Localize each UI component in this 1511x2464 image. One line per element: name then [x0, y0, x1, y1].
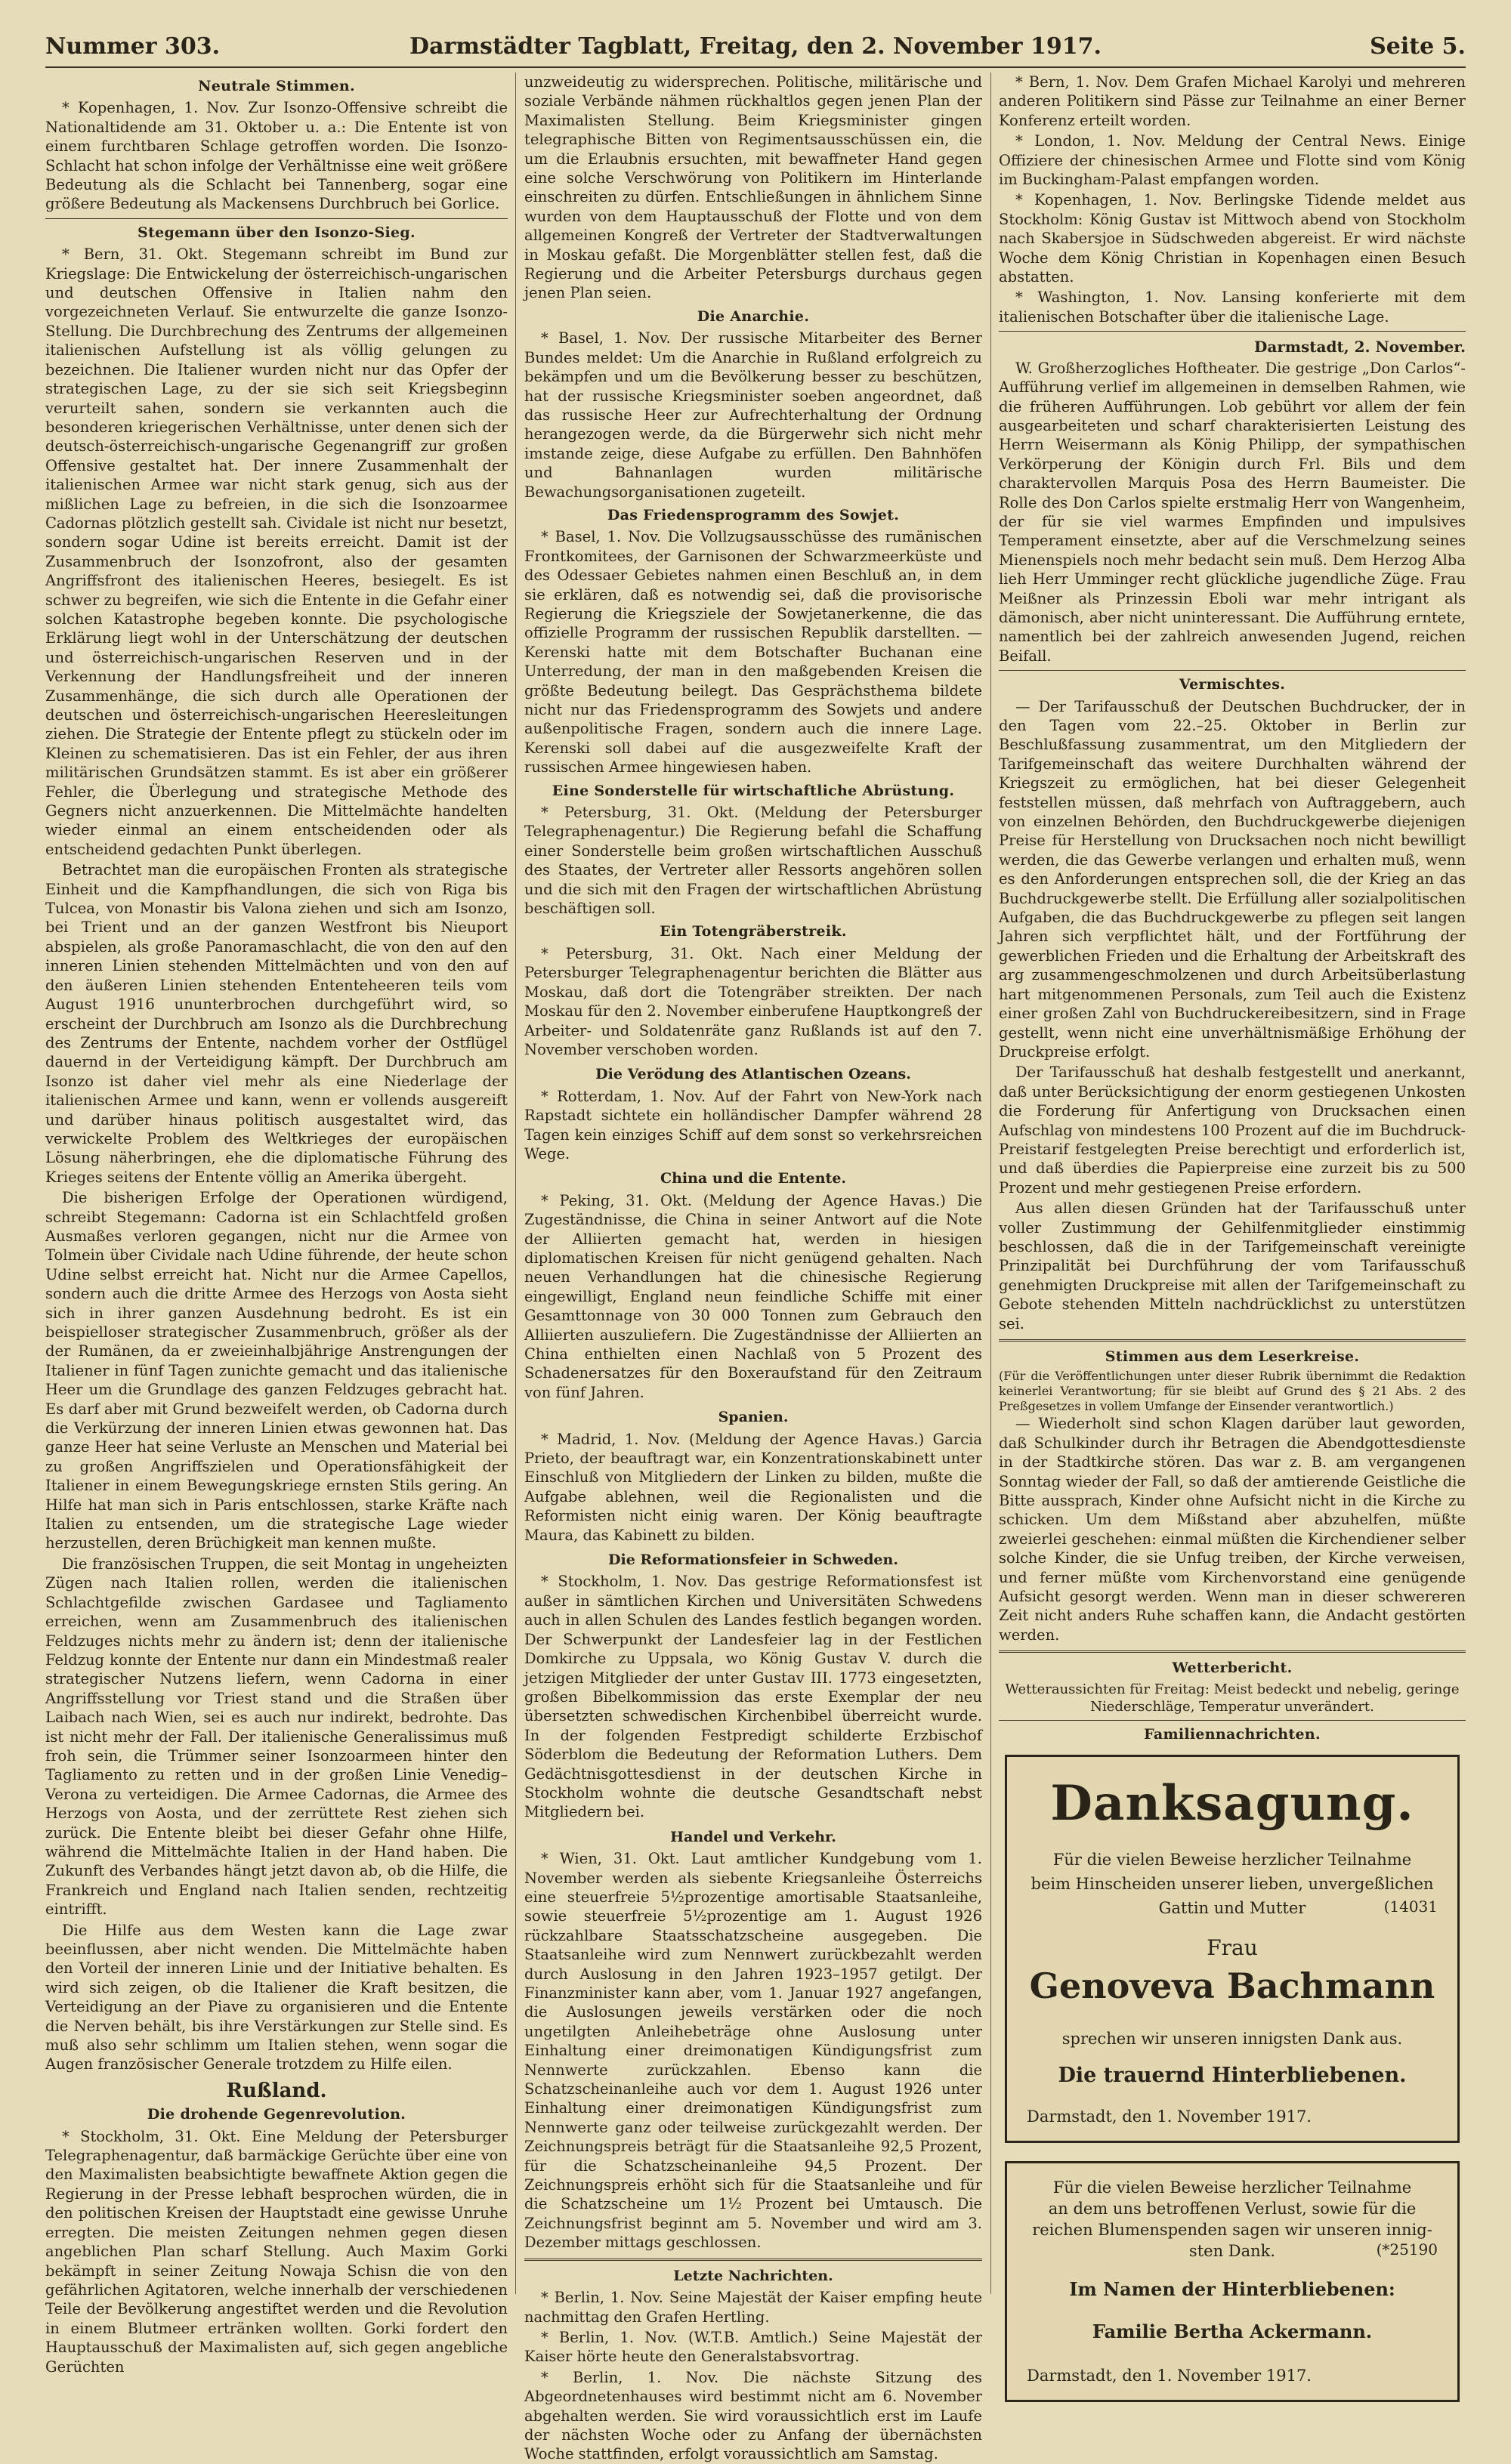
notice-line: Gattin und Mutter [1158, 1899, 1306, 1918]
notice-signature: Die trauernd Hinterbliebenen. [1058, 2063, 1407, 2087]
section-heading: Spanien. [718, 1409, 789, 1426]
masthead [45, 33, 1466, 63]
section-heading: Wetterbericht. [1172, 1660, 1293, 1677]
notice-title: Danksagung. [1050, 1775, 1414, 1833]
notice-line: sten Dank. [1188, 2241, 1276, 2260]
article-text: — Der Tarifausschuß der Deutschen Buchdrucker, der in den Tagen vom 22.–25. Oktober in Berlin zur Beschlußfassung zusammentrat, um den Mitgliedern der Tarifgemeinschaft das weitere Durchhalten während der Kriegszeit zu ermöglichen, hat bei dieser Gelegenheit feststellen müssen, daß mehrfach von Auftraggebern, auch von einzelnen Behörden, den Buchdruckgewerbe diejenigen Preise für Herstellung von Drucksachen noch nicht bewilligt werden, die das Gewerbe verlangen und erhalten muß, wenn es den Anforderungen entsprechen soll, die der Krieg an das Buchdruckgewerbe stellt. Die Erfüllung aller sozialpolitischen Aufgaben, die das Buchdruckgewerbe zu pflegen seit langen Jahren sich verpflichtet hält, und der Fortführung der gewerblichen Frieden und die Erhaltung der Arbeitskraft des arg zusammengeschmolzenen und durch Arbeitsüberlastung hart mitgenommenen Personals, zum Teil auch die Existenz einer großen Zahl von Buchdruckereibesitzern, sind in Frage gestellt, wenn nicht eine unverhältnismäßige Erhöhung der Druckpreise erfolgt. [999, 697, 1466, 1061]
death-notice-bachmann [1005, 1755, 1460, 2143]
notice-signature: Im Namen der Hinterbliebenen: [1069, 2278, 1395, 2301]
article-text: W. Großherzogliches Hoftheater. Die gestrige „Don Carlos“-Aufführung verlief im allgemeinen in demselben Rahmen, wie die früheren Aufführungen. Lob gebührt vor allem der fein ausgearbeiteten und scharf charakterisierten Leistung des Herrn Weisermann als König Philipp, der sympathischen Verkörperung der Königin durch Frl. Bils und dem charaktervollen Marquis Posa des Herrn Baumeister. Die Rolle des Don Carlos spielte erstmalig Herr von Wangenheim, der für sie viel warmes Empfinden und impulsives Temperament einsetzte, aber auf die Verschmelzung seines Mienenspiels noch mehr bedacht sein muß. Dem Herzog Alba lieh Herr Umminger recht glückliche jugendliche Züge. Frau Meißner als Prinzessin Eboli war mehr intrigant als dämonisch, aber nicht uninteressant. Die Aufführung erntete, namentlich bei der zahlreich anwesenden Jugend, reichen Beifall. [999, 359, 1466, 665]
notice-place-date: Darmstadt, den 1. November 1917. [1027, 2107, 1312, 2126]
article-heading: Die drohende Gegenrevolution. [147, 2106, 406, 2123]
divider [999, 331, 1466, 332]
section-heading: Die Verödung des Atlantischen Ozeans. [595, 1066, 911, 1083]
death-notice-ackermann [1005, 2161, 1460, 2402]
article-text: * Berlin, 1. Nov. Seine Majestät der Kaiser empfing heute nachmittag den Grafen Hertling. [524, 2289, 982, 2326]
divider [524, 2259, 982, 2261]
section-heading: Letzte Nachrichten. [673, 2267, 833, 2284]
section-heading: Die Reformationsfeier in Schweden. [608, 1552, 898, 1569]
section-heading: Vermischtes. [1179, 676, 1286, 693]
notice-line: beim Hinscheiden unserer lieben, unvergeßlichen [1031, 1875, 1434, 1894]
article-text: — Wiederholt sind schon Klagen darüber laut geworden, daß Schulkinder durch ihr Betragen die Abendgottesdienste in der Stadtkirche stören. Das war z. B. am vergangenen Sonntag wieder der Fall, so daß der amtierende Geistliche die Bitte aussprach, Kinder ohne Aufsicht nicht in die Kirche zu schicken. Um dem Mißstand aber abzuhelfen, müßte zweierlei geschehen: einmal müßten die Kirchendiener selber solche Kinder, die sie Unfug treiben, der Kirche verweisen, und ferner müßte vom Kirchenvorstand eine genügende Aufsicht gesorgt werden. Wenn man in dieser schwereren Zeit nicht anders Ruhe schaffen kann, die Andacht gestörten werden. [999, 1415, 1466, 1644]
article-text: * Stockholm, 31. Okt. Eine Meldung der Petersburger Telegraphenagentur, daß barmäckige Gerüchte über eine von den Maximalisten beabsichtigte bewaffnete Aktion gegen die Regierung in der Presse lebhaft besprochen würden, die in den politischen Kreisen der Hauptstadt eine gewisse Unruhe erregten. Die meisten Zeitungen nehmen gegen diesen angeblichen Plan scharf Stellung. Auch Maxim Gorki bekämpft in seiner Zeitung Nowaja Schisn die von den gefährlichen Agitatoren, welche innerhalb der verschiedenen Teile der Bevölkerung angestiftet werden und die Revolution in einem Blutmeer ertränken wollten. Gorki fordert den Hauptausschuß der Maximalisten auf, sich gegen angebliche Gerüchten [45, 2127, 508, 2376]
column-divider [515, 73, 516, 2294]
notice-signature: Familie Bertha Ackermann. [1092, 2320, 1373, 2343]
article-text: * London, 1. Nov. Meldung der Central News. Einige Offiziere der chinesischen Armee und Flotte sind vom König im Buckingham-Palast empfangen worden. [999, 132, 1466, 189]
article-text: * Petersburg, 31. Okt. Nach einer Meldung der Petersburger Telegraphenagentur berichten die Blätter aus Moskau, daß dort die Totengräber streikten. Der nach Moskau für den 2. November einberufene Hauptkongreß der Arbeiter- und Soldatenräte ganz Rußlands ist auf den 7. November verschoben worden. [524, 944, 982, 1058]
article-text: Betrachtet man die europäischen Fronten als strategische Einheit und die Kampfhandlungen, die sich von Riga bis Tulcea, von Monastir bis Valona ziehen und sich am Isonzo, bei Trient und an der ganzen Westfront bis Nieuport abspielen, als große Panoramaschlacht, die von den auf den inneren Linien stehenden Mittelmächten und von den auf den äußeren Linien stehenden Ententeheeren teils vom August 1916 ununterbrochen durchgeführt wird, so erscheint der Durchbruch am Isonzo als die Durchbrechung des Zentrums der Entente, nachdem vorher der Ostflügel dauernd in der Verteidigung kämpft. Der Durchbruch am Isonzo ist daher viel mehr als eine Niederlage der italienischen Armee und kann, wenn er vollends ausgereift und darüber hinaus politisch ausgestaltet wird, das verwickelte Problem des Weltkrieges der europäischen Lösung näherbringen, ehe die diplomatische Führung des Krieges seitens der Entente völlig an Amerika übergeht. [45, 861, 508, 1186]
section-heading: Handel und Verkehr. [670, 1828, 836, 1845]
article-text: * Kopenhagen, 1. Nov. Zur Isonzo-Offensive schreibt die Nationaltidende am 31. Oktober u. a.: Die Entente ist von einem furchtbaren Schlage getroffen worden. Die Isonzo-Schlacht hat schon infolge der Verhältnisse eine weit größere Bedeutung als die Schlacht bei Tannenberg, sogar eine größere Bedeutung als Mackensens Durchbruch bei Gorlice. [45, 99, 508, 213]
weather-text: Wetteraussichten für Freitag: Meist bedeckt und nebelig, geringe Niederschläge, Temperatur unverändert. [1005, 1681, 1460, 1715]
article-text: * Wien, 31. Okt. Laut amtlicher Kundgebung vom 1. November werden als siebente Kriegsanleihe Österreichs eine steuerfreie 5½prozentige amortisable Staatsanleihe, sowie steuerfreie 5½prozentige am 1. August 1926 rückzahlbare Staatsschatzscheine ausgegeben. Die Staatsanleihe wird zum Nennwert zurückbezahlt werden durch Auslosung in den Jahren 1923–1957 getilgt. Der Finanzminister kann aber, vom 1. Januar 1927 angefangen, die Auslosungen jeweils verstärken oder die noch ungetilgten Anleihebeträge ohne Auslosung unter Einhaltung einer dreimonatigen Kündigungsfrist zum Nennwerte zurückzahlen. Ebenso kann die Schatzscheinanleihe auch vor dem 1. August 1926 unter Einhaltung einer dreimonatigen Kündigungsfrist zum Nennwerte ganz oder teilweise zurückgezahlt werden. Der Zeichnungspreis beträgt für die Staatsanleihe 92,5 Prozent, für die Schatzscheinanleihe 94,5 Prozent. Der Zeichnungspreis erhöht sich für die Staatsanleihe und für die Schatzscheine um 1½ Prozent bei Umtausch. Die Zeichnungsfrist beginnt am 5. November und wird am 3. Dezember mittags geschlossen. [524, 1850, 982, 2252]
article-text: unzweideutig zu widersprechen. Politische, militärische und soziale Verbände nähmen rückhaltlos gegen jenen Plan der Maximalisten Stellung. Beim Kriegsminister gingen telegraphische Bitten von Regimentsausschüssen ein, die um die Erlaubnis ersuchten, mit bewaffneter Hand gegen eine solche Verschwörung von Politikern im Hinterlande einschreiten zu dürfen. Entschließungen in ähnlichem Sinne wurden von dem Hauptausschuß der Flotte und von dem allgemeinen Kongreß der Vertreter der Stadtverwaltungen in Moskau gefaßt. Die Morgenblätter stellen fest, daß die Regierung und die Arbeiter Petersburgs durchaus gegen jenen Plan seien. [524, 73, 982, 302]
divider [45, 218, 508, 219]
divider [999, 1720, 1466, 1721]
article-heading: Stegemann über den Isonzo-Sieg. [138, 224, 416, 241]
page-number: Seite 5. [1370, 33, 1466, 60]
article-text: * Berlin, 1. Nov. (W.T.B. Amtlich.) Seine Majestät der Kaiser hörte heute den Generalstabsvortrag. [524, 2328, 982, 2366]
notice-line: Für die vielen Beweise herzlicher Teilnahme [1052, 1851, 1412, 1870]
notice-place-date: Darmstadt, den 1. November 1917. [1027, 2367, 1312, 2385]
article-heading: Die Anarchie. [697, 307, 810, 325]
notice-name: Genoveva Bachmann [1029, 1965, 1435, 2006]
article-text: Die französischen Truppen, die seit Montag in ungeheizten Zügen nach Italien rollen, werden die italienischen Schlachtgefilde zwischen Gardasee und Tagliamento erreichen, wenn am Zusammenbruch des italienischen Feldzuges nichts mehr zu ändern ist; denn der italienische Feldzug konnte der Entente nur dann ein Mindestmaß realer strategischer Nutzens liefern, wenn Cadorna in einer Angriffsstellung vor Triest stand und die Straßen über Laibach nach Wien, sei es auch nur indirekt, bedrohte. Das ist nicht mehr der Fall. Der italienische Generalissimus muß froh sein, die Trümmer seiner Isonzoarmeen hinter den Tagliamento zu retten und in der großen Linie Venedig–Verona zu verteidigen. Die Armee Cadornas, die Armee des Herzogs von Aosta, und der zerrüttete Rest ziehen sich zurück. Die Entente bleibt bei dieser Gefahr ohne Hilfe, während die Mittelmächte Italien in der Hand haben. Die Zukunft des Verbandes hängt jetzt davon ab, ob die Hilfe, die Frankreich und England nach Italien senden, rechtzeitig eintrifft. [45, 1555, 508, 1919]
column-1 [45, 73, 508, 2376]
notice-line: sprechen wir unseren innigsten Dank aus. [1061, 2029, 1403, 2048]
header-rule [45, 66, 1466, 68]
notice-line: Für die vielen Beweise herzlicher Teilnahme [1052, 2178, 1412, 2197]
divider [999, 1339, 1466, 1342]
article-text: * Washington, 1. Nov. Lansing konferierte mit dem italienischen Botschafter über die italienische Lage. [999, 289, 1466, 326]
article-text: * Rotterdam, 1. Nov. Auf der Fahrt von New-York nach Rapstadt sichtete ein holländischer Dampfer während 28 Tagen kein einziges Schiff auf dem sonst so verkehrsreichen Wege. [524, 1087, 982, 1163]
article-text: * Berlin, 1. Nov. Die nächste Sitzung des Abgeordnetenhauses wird bestimmt nicht am 6. November abgehalten werden. Sie wird voraussichtlich erst im Laufe der nächsten Woche oder zu Anfang der übernächsten Woche stattfinden, erfolgt voraussichtlich am Samstag. [524, 2368, 982, 2463]
notice-label: Frau [1207, 1934, 1258, 1960]
article-text: Der Tarifausschuß hat deshalb festgestellt und anerkannt, daß unter Berücksichtigung der enorm gestiegenen Unkosten die Forderung für Anfertigung von Drucksachen einen Aufschlag von mindestens 100 Prozent auf die im Buchdruck-Preistarif festgelegten Preise berechtigt und erforderlich ist, und daß überdies die Papierpreise eine zurzeit bis zu 500 Prozent und mehr gestiegenen Preise erfordern. [999, 1064, 1466, 1196]
article-heading: Das Friedensprogramm des Sowjet. [607, 506, 900, 523]
local-dateline: Darmstadt, 2. November. [1254, 338, 1466, 357]
notice-line: an dem uns betroffenen Verlust, sowie für die [1048, 2199, 1417, 2218]
editorial-note: (Für die Veröffentlichungen unter dieser Rubrik übernimmt die Redaktion keinerlei Verantwortung; für sie bleibt auf Grund des § 21 Abs. 2 des Preßgesetzes in vollem Umfange der Einsender verantwortlich.) [999, 1369, 1466, 1414]
column-divider [990, 73, 991, 2294]
article-text: * Madrid, 1. Nov. (Meldung der Agence Havas.) Garcia Prieto, der beauftragt war, ein Konzentrationskabinett unter Einschluß von Mitgliedern der Linken zu bilden, mußte die Aufgabe ablehnen, weil die Regionalisten und die Reformisten nicht einig waren. Der König beauftragte Maura, das Kabinett zu bilden. [524, 1430, 982, 1544]
article-text: * Basel, 1. Nov. Der russische Mitarbeiter des Berner Bundes meldet: Um die Anarchie in Rußland erfolgreich zu bekämpfen und um die Bevölkerung besser zu beschützen, hat der russische Kriegsminister soeben angeordnet, daß das russische Heer zur Aufrechterhaltung der Ordnung herangezogen werde, da die Bürgerwehr sich nicht mehr imstande zeige, diese Aufgabe zu erfüllen. Den Bahnhöfen und Bahnanlagen wurden militärische Bewachungsorganisationen zugeteilt. [524, 329, 982, 501]
notice-number: (14031 [1383, 1897, 1438, 1916]
article-text: * Bern, 1. Nov. Dem Grafen Michael Karolyi und mehreren anderen Politikern sind Pässe zur Teilnahme an einer Berner Konferenz erteilt worden. [999, 73, 1466, 129]
article-text: Die bisherigen Erfolge der Operationen würdigend, schreibt Stegemann: Cadorna ist ein Schlachtfeld großen Ausmaßes verloren gegangen, nicht nur die Armee von Tolmein über Cividale nach Udine führende, der heute schon Udine selbst erreicht hat. Nicht nur die Armee Capellos, sondern auch die dritte Armee des Herzogs von Aosta sieht sich in ihrer ganzen Ausdehnung bedroht. Es ist ein beispielloser strategischer Zusammenbruch, größer als der der Rumänen, da er zweieinhalbjährige Anstrengungen der Italiener in fünf Tagen zunichte gemacht und das italienische Heer um die Grundlage des ganzen Feldzuges gebracht hat. Es darf aber mit Grund bezweifelt werden, ob Cadorna durch die Verkürzung der inneren Linien etwas gewonnen hat. Das ganze Heer hat seine Verluste an Menschen und Material bei zu großen Angriffszielen und Operationsfähigkeit der Italiener in einem Bewegungskriege ernsten Stils gering. An Hilfe hat man sich in Paris entschlossen, starke Kräfte nach Italien zu entsenden, um die strategische Lage wieder herzustellen, deren Brüchigkeit man kennen mußte. [45, 1189, 508, 1552]
paper-title-date: Darmstädter Tagblatt, Freitag, den 2. November 1917. [409, 33, 1102, 60]
section-heading: China und die Entente. [660, 1170, 847, 1187]
divider [999, 670, 1466, 671]
section-heading: Rußland. [226, 2079, 327, 2102]
notice-line: reichen Blumenspenden sagen wir unseren innig- [1032, 2220, 1432, 2239]
article-text: * Bern, 31. Okt. Stegemann schreibt im Bund zur Kriegslage: Die Entwickelung der österreichisch-ungarischen und deutschen Offensive in Italien nahm den vorgezeichneten Verlauf. Sie entwurzelte die ganze Isonzo-Stellung. Die Durchbrechung des Zentrums der allgemeinen italienischen Aufstellung ist als völlig gelungen zu bezeichnen. Die Italiener wurden nicht nur das Opfer der strategischen Lage, zu der sie sich seit Kriegsbeginn verurteilt sahen, sondern sie verkannten auch die besonderen kriegerischen Verhältnisse, unter denen sich der deutsch-österreichisch-ungarische Gegenangriff zur großen Offensive gestaltet hat. Der innere Zusammenhalt der italienischen Armee war nicht stark genug, sich aus der mißlichen Lage zu befreien, in die sich die Isonzoarmee Cadornas plötzlich gestellt sah. Cividale ist nicht nur besetzt, sondern sogar Udine ist bereits erreicht. Damit ist der Zusammenbruch der Isonzofront, also der gesamten Angriffsfront des italienischen Heeres, besiegelt. Es ist schwer zu begreifen, wie sich die Entente in die Gefahr einer solchen Katastrophe begeben konnte. Die psychologische Erklärung liegt wohl in der Unterschätzung der deutschen und österreichisch-ungarischen Reserven und in der Verkennung der Handlungsfreiheit und der inneren Zusammenhänge, die sich durch alle Operationen der deutschen und österreichisch-ungarischen Heeresleitungen ziehen. Die Strategie der Entente pflegt zu stückeln oder im Kleinen zu schematisieren. Das ist ein Fehler, der aus ihren militärischen Grundsätzen stammt. Es ist aber ein größerer Fehler, die Überlegung und strategische Methode des Gegners nicht anzuerkennen. Die Mittelmächte handelten wieder einmal an einem entscheidenden oder als entscheidend gedachten Punkt überlegen. [45, 245, 508, 858]
notice-number: (*25190 [1376, 2240, 1438, 2259]
article-text: * Petersburg, 31. Okt. (Meldung der Petersburger Telegraphenagentur.) Die Regierung befahl die Schaffung einer Sonderstelle beim großen wirtschaftlichen Ausschuß des Staates, der Vertreter aller Ressorts angehören sollen und die sich mit den Fragen der wirtschaftlichen Abrüstung beschäftigen soll. [524, 804, 982, 918]
divider [999, 1650, 1466, 1653]
column-2 [524, 73, 982, 2463]
issue-number: Nummer 303. [45, 33, 221, 60]
section-heading: Stimmen aus dem Leserkreise. [1105, 1348, 1360, 1365]
article-text: * Stockholm, 1. Nov. Das gestrige Reformationsfest ist außer in sämtlichen Kirchen und Universitäten Schwedens auch in allen Schulen des Landes festlich begangen worden. Der Schwerpunkt der Landesfeier lag in der Festlichen Domkirche zu Uppsala, wo König Gustav V. durch die jetzigen Mitglieder der unter Gustav III. 1773 eingesetzten, großen Bibelkommission das erste Exemplar der neu übersetzten schwedischen Kirchenbibel überreicht wurde. In der folgenden Festpredigt schilderte Erzbischof Söderblom die Bedeutung der Reformation Luthers. Dem Gedächtnisgottesdienst in der deutschen Kirche in Stockholm wohnte die deutsche Gesandtschaft nebst Mitgliedern bei. [524, 1573, 982, 1821]
article-text: * Basel, 1. Nov. Die Vollzugsausschüsse des rumänischen Frontkomitees, der Garnisonen der Schwarzmeerküste und des Odessaer Gebietes nahmen einen Beschluß an, in dem sie erklären, daß es notwendig sei, daß die provisorische Regierung die Kriegsziele der Sowjetanerkenne, die das offizielle Programm der russischen Republik darstellten. — Kerenski hatte mit dem Botschafter Buchanan eine Unterredung, der man in den maßgebenden Kreisen die größte Bedeutung beilegt. Das Gesprächsthema bildete nicht nur das Friedensprogramm des Sowjets und andere außenpolitische Fragen, sondern auch die innere Lage. Kerenski soll dabei auf die ausgezweifelte Kraft der russischen Armee hingewiesen haben. [524, 528, 982, 777]
article-text: Die Hilfe aus dem Westen kann die Lage zwar beeinflussen, aber nicht wenden. Die Mittelmächte haben den Vorteil der inneren Linie und der Initiative behalten. Es wird sich zeigen, ob die Italiener die Kraft besitzen, die Verteidigung an der Piave zu organisieren und die Entente die Nerven behält, bis ihre Verstärkungen zur Stelle sind. Es muß also sehr schlimm um Italien stehen, wenn sogar die Augen französischer Generale trotzdem zu Hilfe eilen. [45, 1921, 508, 2073]
column-3 [999, 73, 1466, 2385]
article-text: * Peking, 31. Okt. (Meldung der Agence Havas.) Die Zugeständnisse, die China in seiner Antwort auf die Note der Alliierten gemacht hat, werden in hiesigen diplomatischen Kreisen für nicht genügend gehalten. Nach neuen Verhandlungen hat die chinesische Regierung eingewilligt, England neun feindliche Schiffe mit einer Gesamttonnage von 30 000 Tonnen zum Gebrauch den Alliierten auszuliefern. Die Zugeständnisse der Alliierten an China enthielten einen Nachlaß von 5 Prozent des Schadenersatzes für den Boxeraufstand für den Zeitraum von fünf Jahren. [524, 1191, 982, 1401]
section-heading: Familiennachrichten. [1144, 1725, 1321, 1743]
article-heading: Ein Totengräberstreik. [660, 923, 847, 940]
article-heading: Eine Sonderstelle für wirtschaftliche Abrüstung. [552, 782, 955, 799]
article-text: Aus allen diesen Gründen hat der Tarifausschuß unter voller Zustimmung der Gehilfenmitglieder einstimmig beschlossen, daß die in der Tarifgemeinschaft vereinigte Prinzipalität bei Durchführung der vom Tarifausschuß genehmigten Druckpreise mit allen der Tarifgemeinschaft zu Gebote stehenden Mitteln nachdrücklichst zu unterstützen sei. [999, 1200, 1466, 1332]
article-heading: Neutrale Stimmen. [198, 78, 355, 94]
article-text: * Kopenhagen, 1. Nov. Berlingske Tidende meldet aus Stockholm: König Gustav ist Mittwoch abend von Stockholm nach Skabersjoe in Südschweden abgereist. Er wird nächste Woche dem König Christian in Kopenhagen einen Besuch abstatten. [999, 191, 1466, 286]
